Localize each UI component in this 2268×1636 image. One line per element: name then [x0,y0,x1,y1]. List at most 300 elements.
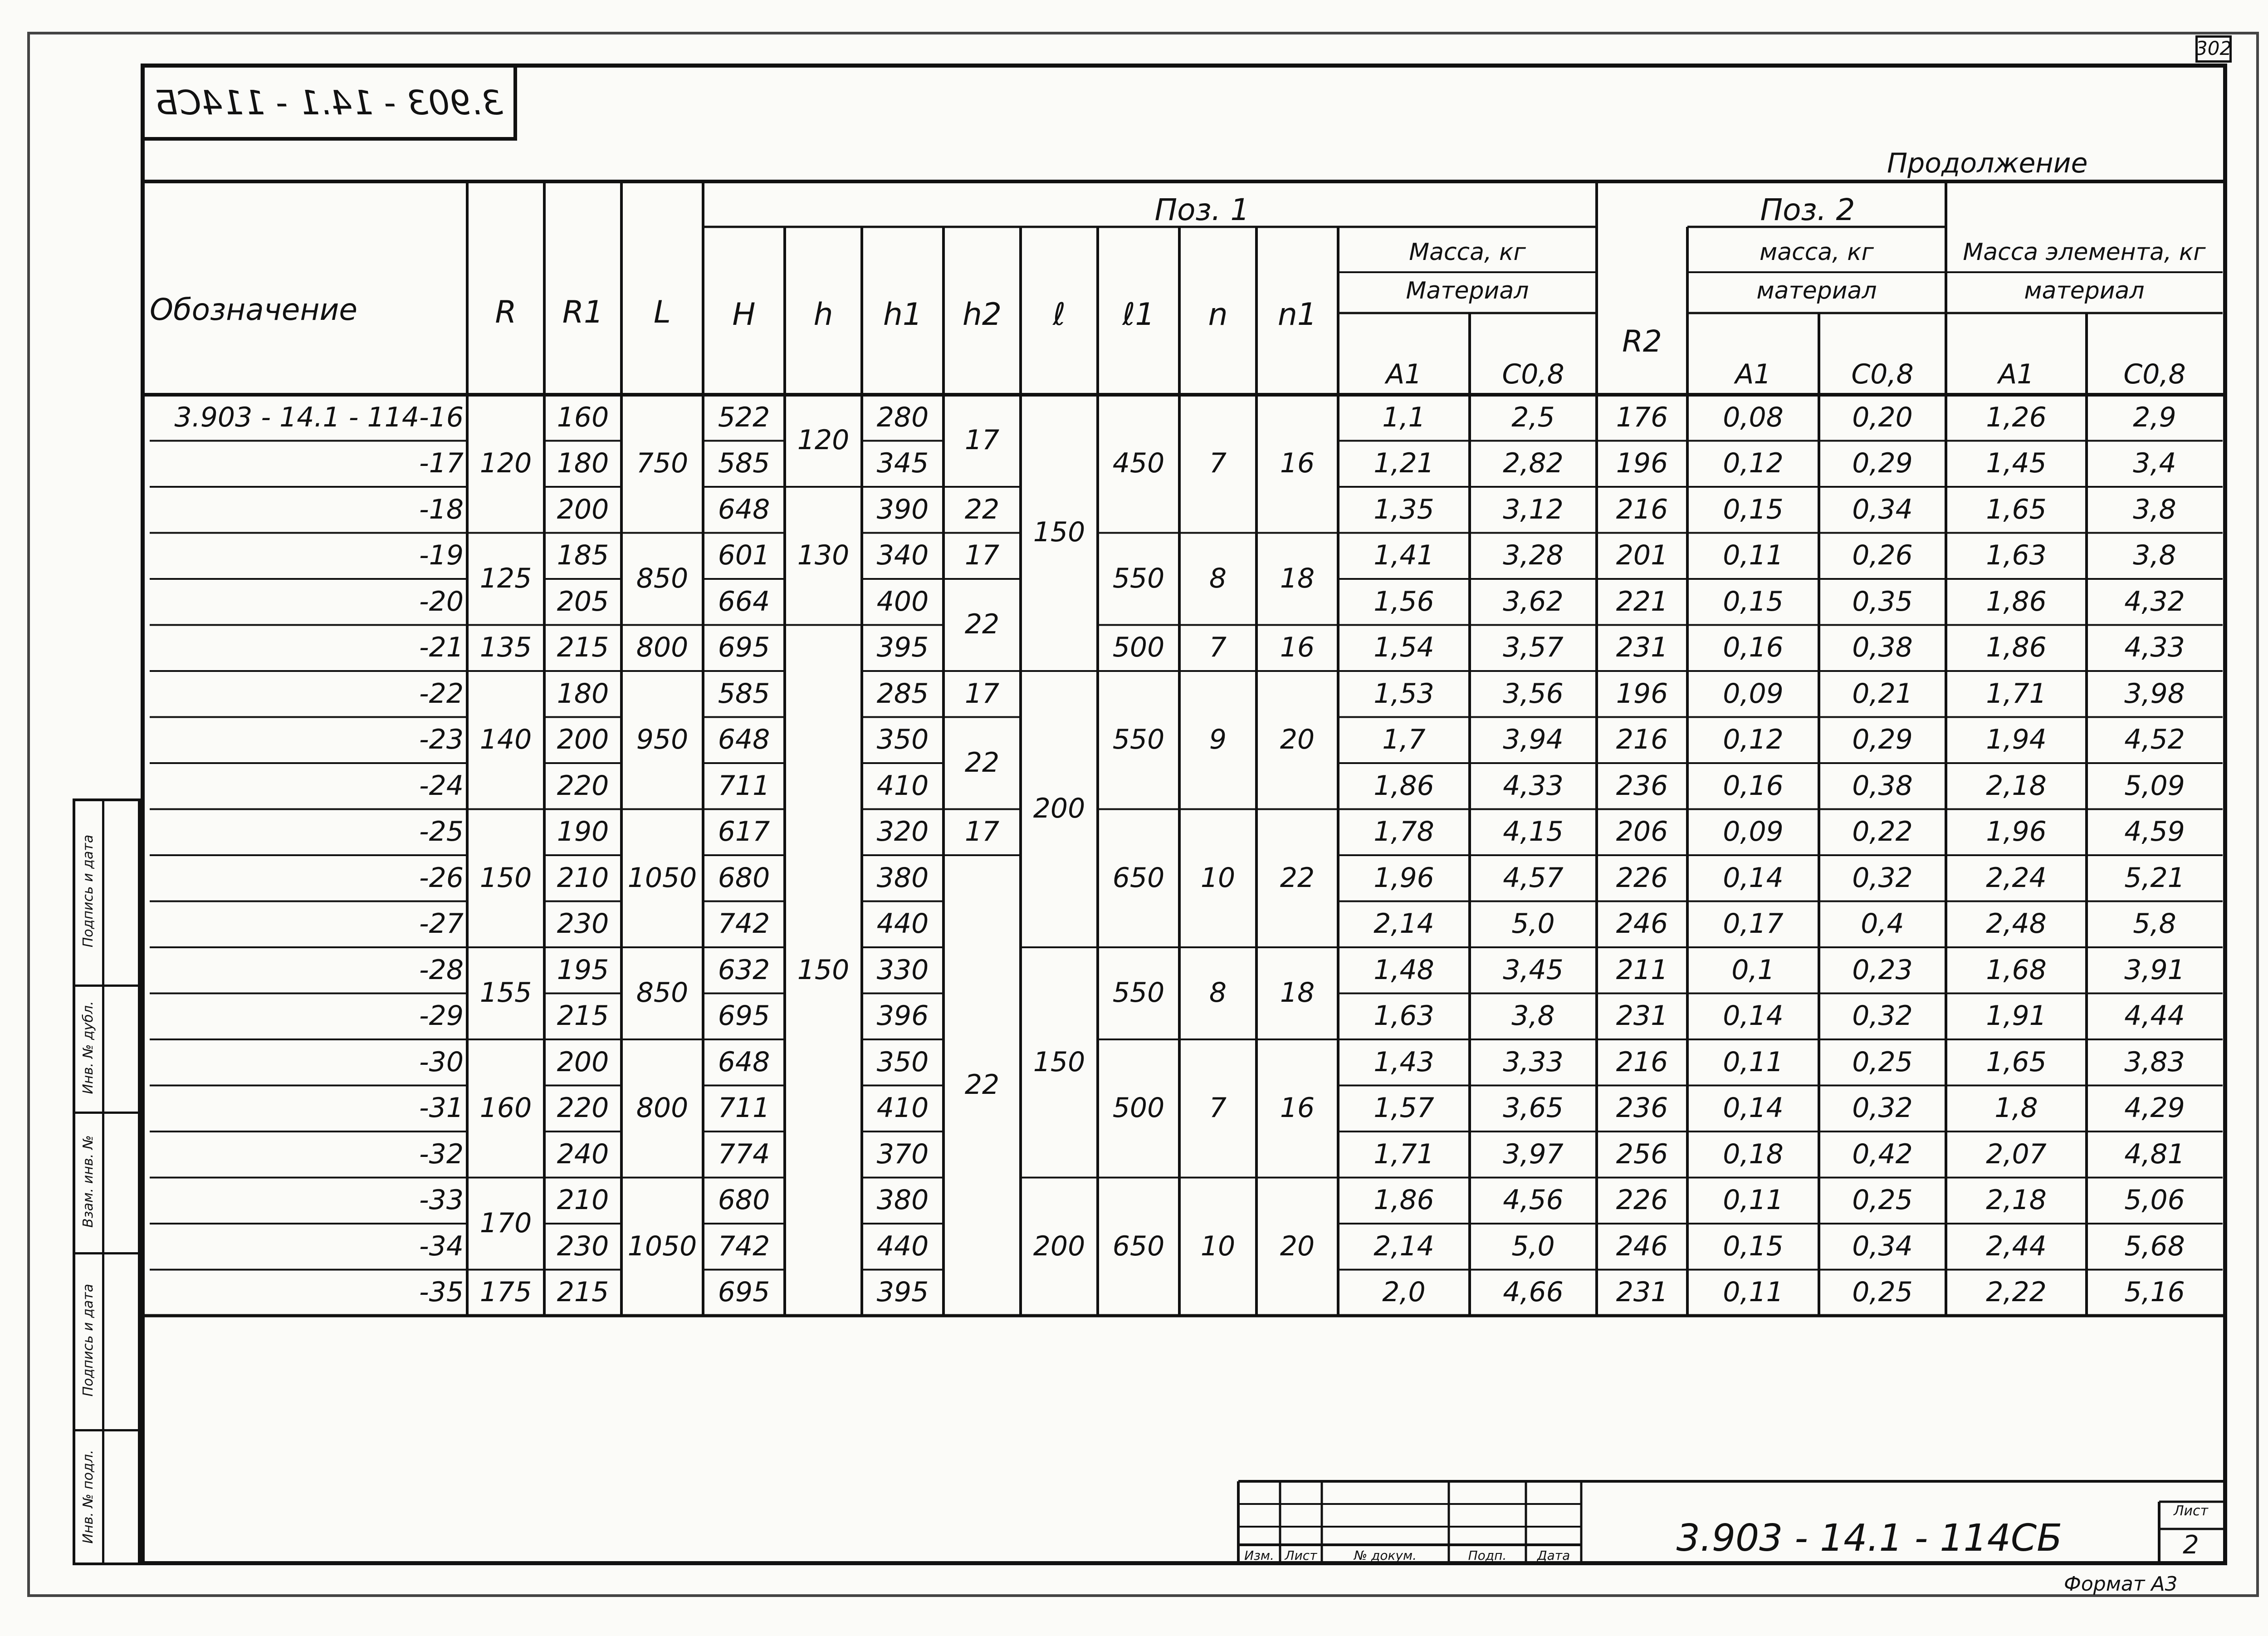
cell-code: -33 [419,1184,464,1216]
cell-p1_a1: 1,48 [1374,954,1434,986]
cell-R1: 205 [557,585,609,617]
cell-el_a1: 1,26 [1986,401,2047,433]
header-pos1-c08: С0,8 [1502,358,1564,390]
cell-R1: 200 [557,724,609,756]
cell-L: 1050 [627,1230,697,1262]
cell-el_a1: 1,96 [1986,816,2047,848]
cell-p1_c08: 4,57 [1503,862,1564,894]
cell-R2: 231 [1616,632,1668,664]
cell-R1: 215 [557,1276,609,1308]
header-pos1: Поз. 1 [1154,192,1250,227]
cell-n: 7 [1209,1092,1227,1124]
cell-p1_a1: 2,14 [1374,908,1434,940]
header-mass2: масса, кг [1760,239,1874,266]
cell-R: 125 [479,562,532,594]
side-stamp-row-line [73,1429,141,1431]
mirrored-code: 3.903 - 14.1 - 114СБ [155,83,503,122]
cell-L: 750 [636,447,689,480]
header-pos2-c08: С0,8 [1851,358,1914,390]
cell-R2: 206 [1616,816,1668,848]
cell-H: 695 [718,1276,770,1308]
cell-R2: 216 [1616,493,1668,525]
cell-h1: 380 [876,862,929,894]
cell-code: -30 [419,1046,464,1078]
cell-l: 150 [1033,1046,1085,1078]
cell-p1_c08: 3,45 [1503,954,1564,986]
cell-el_a1: 1,86 [1986,585,2047,617]
cell-n1: 16 [1280,1092,1315,1124]
cell-code: -26 [419,862,464,894]
cell-code: -31 [419,1092,464,1124]
cell-h1: 350 [876,724,929,756]
cell-R2: 256 [1616,1138,1668,1170]
cell-R1: 180 [557,447,609,480]
cell-n1: 16 [1280,447,1315,480]
cell-R: 160 [479,1092,532,1124]
cell-el_a1: 2,22 [1986,1276,2047,1308]
cell-H: 711 [718,769,770,802]
cell-R2: 246 [1616,908,1668,940]
cell-h1: 370 [876,1138,929,1170]
cell-p2_a1: 0,14 [1723,1000,1784,1032]
cell-code: -20 [419,585,464,617]
cell-el_a1: 1,8 [1994,1092,2038,1124]
cell-n1: 20 [1280,724,1315,756]
cell-L: 950 [636,724,689,756]
cell-h1: 280 [876,401,929,433]
cell-code: -29 [419,1000,464,1032]
cell-R1: 215 [557,632,609,664]
cell-p2_c08: 0,25 [1852,1046,1913,1078]
cell-h1: 345 [876,447,929,480]
cell-code: -23 [419,724,464,756]
cell-code: -21 [419,632,464,664]
tb-doc-no: № докум. [1354,1548,1417,1563]
cell-el_a1: 1,65 [1986,1046,2047,1078]
header-l: ℓ [1052,297,1066,333]
cell-code: -28 [419,954,464,986]
cell-n1: 22 [1280,862,1315,894]
cell-H: 680 [718,1184,770,1216]
tb-format: Формат А3 [2064,1572,2178,1596]
cell-R1: 195 [557,954,609,986]
cell-p2_a1: 0,11 [1723,539,1784,572]
header-l1: ℓ1 [1122,297,1155,333]
cell-code: -27 [419,908,464,940]
cell-el_c08: 5,16 [2124,1276,2185,1308]
cell-l: 200 [1033,1230,1085,1262]
cell-el_a1: 1,71 [1986,677,2047,710]
cell-n: 8 [1209,562,1227,594]
cell-l1: 550 [1112,977,1165,1009]
cell-code: -25 [419,816,464,848]
cell-el_c08: 4,81 [2124,1138,2185,1170]
cell-H: 632 [718,954,770,986]
cell-p2_a1: 0,15 [1723,493,1784,525]
cell-code: -18 [419,493,464,525]
cell-p2_c08: 0,22 [1852,816,1913,848]
cell-R2: 201 [1616,539,1668,572]
cell-R2: 216 [1616,1046,1668,1078]
cell-H: 648 [718,1046,770,1078]
cell-p1_a1: 1,41 [1374,539,1434,572]
cell-H: 585 [718,447,770,480]
cell-l: 200 [1033,793,1085,825]
tb-list: Лист [1285,1548,1317,1563]
tb-sheet-label: Лист [2173,1503,2209,1519]
header-n: n [1208,297,1228,333]
cell-h1: 285 [876,677,929,710]
cell-code: -17 [419,447,464,480]
cell-p2_a1: 0,16 [1723,769,1784,802]
cell-R: 155 [479,977,532,1009]
cell-h1: 410 [876,769,929,802]
cell-p2_c08: 0,42 [1852,1138,1913,1170]
cell-R2: 196 [1616,677,1668,710]
cell-p1_a1: 2,14 [1374,1230,1434,1262]
cell-R2: 196 [1616,447,1668,480]
cell-R2: 221 [1616,585,1668,617]
header-L: L [654,294,671,330]
cell-el_c08: 4,59 [2124,816,2185,848]
cell-p1_a1: 2,0 [1382,1276,1426,1308]
cell-p1_a1: 1,86 [1374,769,1434,802]
cell-p2_c08: 0,32 [1852,1092,1913,1124]
cell-el_a1: 1,65 [1986,493,2047,525]
cell-p1_c08: 3,56 [1503,677,1564,710]
cell-h1: 440 [876,908,929,940]
header-el-c08: С0,8 [2123,358,2186,390]
cell-L: 800 [636,1092,689,1124]
header-h2: h2 [962,297,1002,333]
header-material: Материал [1406,277,1529,304]
cell-R2: 216 [1616,724,1668,756]
header-R1: R1 [562,294,604,330]
header-h: h [813,297,833,333]
cell-el_c08: 5,09 [2124,769,2185,802]
header-R: R [495,294,517,330]
cell-H: 695 [718,1000,770,1032]
cell-R: 140 [479,724,532,756]
cell-h1: 440 [876,1230,929,1262]
cell-h2: 17 [964,816,1000,848]
header-designation: Обозначение [150,292,357,327]
cell-el_c08: 3,4 [2133,447,2176,480]
cell-l: 150 [1033,516,1085,549]
cell-R2: 236 [1616,1092,1668,1124]
side-stamp-label: Подпись и дата [80,1283,96,1397]
cell-R1: 200 [557,493,609,525]
cell-el_c08: 5,21 [2124,862,2185,894]
cell-h2: 22 [964,608,1000,641]
side-stamp-row-line [73,985,141,987]
cell-el_c08: 4,29 [2124,1092,2185,1124]
cell-p2_c08: 0,32 [1852,862,1913,894]
cell-el_c08: 4,33 [2124,632,2185,664]
header-mass-element: Масса элемента, кг [1963,239,2206,266]
cell-p1_a1: 1,35 [1374,493,1434,525]
tb-sheet-no: 2 [2183,1530,2199,1560]
cell-R2: 226 [1616,1184,1668,1216]
cell-p2_a1: 0,12 [1723,724,1784,756]
header-pos1-a1: A1 [1386,358,1422,390]
cell-p2_a1: 0,11 [1723,1276,1784,1308]
cell-h2: 22 [964,746,1000,779]
cell-p1_a1: 1,54 [1374,632,1434,664]
cell-R1: 180 [557,677,609,710]
cell-R1: 200 [557,1046,609,1078]
cell-h: 130 [797,539,850,572]
cell-R2: 231 [1616,1276,1668,1308]
cell-R1: 190 [557,816,609,848]
cell-p1_a1: 1,63 [1374,1000,1434,1032]
cell-H: 742 [718,908,770,940]
cell-p2_a1: 0,1 [1731,954,1775,986]
cell-H: 522 [718,401,770,433]
cell-H: 585 [718,677,770,710]
cell-L: 1050 [627,862,697,894]
cell-H: 680 [718,862,770,894]
cell-p2_c08: 0,35 [1852,585,1913,617]
cell-p2_c08: 0,34 [1852,493,1913,525]
cell-R2: 226 [1616,862,1668,894]
cell-p2_c08: 0,26 [1852,539,1913,572]
cell-el_c08: 3,83 [2124,1046,2185,1078]
cell-p1_c08: 3,65 [1503,1092,1564,1124]
cell-el_c08: 3,8 [2133,539,2176,572]
cell-L: 850 [636,562,689,594]
cell-el_a1: 2,18 [1986,769,2047,802]
cell-p2_c08: 0,20 [1852,401,1913,433]
cell-R1: 220 [557,1092,609,1124]
cell-p2_a1: 0,14 [1723,862,1784,894]
cell-code: -19 [419,539,464,572]
cell-p1_c08: 3,33 [1503,1046,1564,1078]
cell-h2: 17 [964,677,1000,710]
cell-R1: 220 [557,769,609,802]
cell-el_a1: 2,48 [1986,908,2047,940]
cell-el_a1: 1,86 [1986,632,2047,664]
cell-h2: 17 [964,424,1000,456]
cell-p1_c08: 4,66 [1503,1276,1564,1308]
tb-data: Дата [1537,1548,1570,1563]
cell-l1: 650 [1112,862,1165,894]
cell-l1: 450 [1112,447,1165,480]
cell-h1: 330 [876,954,929,986]
cell-el_a1: 2,44 [1986,1230,2047,1262]
header-h1: h1 [883,297,923,333]
cell-h1: 400 [876,585,929,617]
side-stamp-label: Подпись и дата [80,834,96,948]
cell-p2_a1: 0,12 [1723,447,1784,480]
header-pos2-a1: A1 [1735,358,1771,390]
cell-h1: 390 [876,493,929,525]
cell-p2_a1: 0,11 [1723,1046,1784,1078]
cell-H: 774 [718,1138,770,1170]
cell-R: 170 [479,1207,532,1239]
cell-p1_a1: 1,86 [1374,1184,1434,1216]
cell-el_c08: 2,9 [2133,401,2176,433]
cell-h2: 22 [964,493,1000,525]
cell-l1: 500 [1112,1092,1165,1124]
cell-p2_c08: 0,38 [1852,632,1913,664]
cell-el_a1: 2,07 [1986,1138,2047,1170]
cell-p1_c08: 3,57 [1503,632,1564,664]
tb-podp: Подп. [1468,1548,1507,1563]
cell-R2: 231 [1616,1000,1668,1032]
cell-h1: 380 [876,1184,929,1216]
cell-el_c08: 4,52 [2124,724,2185,756]
cell-n1: 20 [1280,1230,1315,1262]
cell-p2_c08: 0,23 [1852,954,1913,986]
cell-p1_a1: 1,1 [1382,401,1426,433]
header-el-a1: A1 [1998,358,2034,390]
cell-el_a1: 1,91 [1986,1000,2047,1032]
cell-el_a1: 1,45 [1986,447,2047,480]
cell-p2_c08: 0,29 [1852,724,1913,756]
cell-l1: 550 [1112,724,1165,756]
cell-p1_a1: 1,71 [1374,1138,1434,1170]
cell-p2_c08: 0,38 [1852,769,1913,802]
side-stamp-label: Инв. № дубл. [80,1001,96,1094]
side-stamp-label: Инв. № подл. [80,1450,96,1544]
cell-p2_a1: 0,11 [1723,1184,1784,1216]
cell-p2_c08: 0,34 [1852,1230,1913,1262]
cell-H: 664 [718,585,770,617]
cell-L: 850 [636,977,689,1009]
cell-code: -24 [419,769,464,802]
cell-el_c08: 4,44 [2124,1000,2185,1032]
cell-R1: 240 [557,1138,609,1170]
cell-h1: 340 [876,539,929,572]
cell-p2_c08: 0,29 [1852,447,1913,480]
cell-R2: 211 [1616,954,1668,986]
cell-R: 135 [479,632,532,664]
header-R2: R2 [1622,324,1662,359]
cell-R: 120 [479,447,532,480]
cell-h2: 22 [964,1069,1000,1101]
cell-p2_c08: 0,25 [1852,1184,1913,1216]
cell-l1: 650 [1112,1230,1165,1262]
cell-H: 695 [718,632,770,664]
header-pos2: Поз. 2 [1760,192,1855,227]
cell-n: 7 [1209,632,1227,664]
cell-p1_c08: 3,94 [1503,724,1564,756]
cell-p2_a1: 0,15 [1723,585,1784,617]
cell-R1: 210 [557,862,609,894]
cell-n1: 18 [1280,977,1315,1009]
cell-H: 648 [718,493,770,525]
cell-h: 150 [797,954,850,986]
cell-n1: 16 [1280,632,1315,664]
cell-code: -32 [419,1138,464,1170]
cell-el_a1: 1,68 [1986,954,2047,986]
cell-R1: 210 [557,1184,609,1216]
cell-code: 3.903 - 14.1 - 114-16 [174,401,464,433]
cell-el_a1: 1,63 [1986,539,2047,572]
cell-p1_c08: 2,5 [1511,401,1555,433]
cell-el_c08: 3,91 [2124,954,2185,986]
cell-code: -22 [419,677,464,710]
cell-code: -35 [419,1276,464,1308]
cell-el_c08: 4,32 [2124,585,2185,617]
cell-p1_c08: 4,15 [1503,816,1564,848]
cell-el_c08: 3,8 [2133,493,2176,525]
cell-p1_a1: 1,56 [1374,585,1434,617]
cell-n: 9 [1209,724,1227,756]
cell-p2_a1: 0,08 [1723,401,1784,433]
cell-h: 120 [797,424,850,456]
cell-R: 175 [479,1276,532,1308]
cell-l1: 550 [1112,562,1165,594]
cell-n: 10 [1200,862,1236,894]
cell-H: 617 [718,816,770,848]
cell-el_c08: 5,68 [2124,1230,2185,1262]
cell-L: 800 [636,632,689,664]
cell-R1: 230 [557,1230,609,1262]
cell-n: 10 [1200,1230,1236,1262]
cell-p1_c08: 5,0 [1511,1230,1555,1262]
cell-p1_a1: 1,53 [1374,677,1434,710]
cell-h1: 350 [876,1046,929,1078]
cell-p1_a1: 1,57 [1374,1092,1434,1124]
cell-R1: 215 [557,1000,609,1032]
cell-p2_c08: 0,32 [1852,1000,1913,1032]
cell-p2_a1: 0,15 [1723,1230,1784,1262]
cell-R2: 236 [1616,769,1668,802]
cell-p1_c08: 5,0 [1511,908,1555,940]
continuation-label: Продолжение [1887,147,2088,179]
cell-n: 8 [1209,977,1227,1009]
cell-p2_a1: 0,16 [1723,632,1784,664]
tb-code: 3.903 - 14.1 - 114СБ [1676,1517,2063,1560]
sheet-corner-number: 302 [2195,37,2232,59]
cell-el_a1: 2,24 [1986,862,2047,894]
cell-el_a1: 2,18 [1986,1184,2047,1216]
cell-h2: 17 [964,539,1000,572]
cell-R: 150 [479,862,532,894]
cell-H: 711 [718,1092,770,1124]
cell-l1: 500 [1112,632,1165,664]
cell-p1_a1: 1,96 [1374,862,1434,894]
side-stamp-row-line [73,1112,141,1114]
cell-p2_a1: 0,14 [1723,1092,1784,1124]
cell-el_c08: 5,06 [2124,1184,2185,1216]
cell-p2_a1: 0,09 [1723,816,1784,848]
cell-h1: 395 [876,1276,929,1308]
cell-p1_c08: 3,28 [1503,539,1564,572]
cell-p2_a1: 0,18 [1723,1138,1784,1170]
cell-el_c08: 5,8 [2133,908,2176,940]
cell-p1_c08: 2,82 [1503,447,1564,480]
cell-n1: 18 [1280,562,1315,594]
cell-R2: 246 [1616,1230,1668,1262]
cell-h1: 320 [876,816,929,848]
cell-p2_a1: 0,09 [1723,677,1784,710]
cell-p1_c08: 4,33 [1503,769,1564,802]
cell-h1: 395 [876,632,929,664]
header-material2: материал [1756,277,1877,304]
cell-h1: 410 [876,1092,929,1124]
cell-R1: 160 [557,401,609,433]
side-stamp-divider [102,798,104,1565]
tb-izm: Изм. [1244,1548,1274,1563]
cell-el_a1: 1,94 [1986,724,2047,756]
header-n1: n1 [1277,297,1317,333]
cell-p1_c08: 3,12 [1503,493,1564,525]
cell-p2_a1: 0,17 [1723,908,1784,940]
cell-code: -34 [419,1230,464,1262]
